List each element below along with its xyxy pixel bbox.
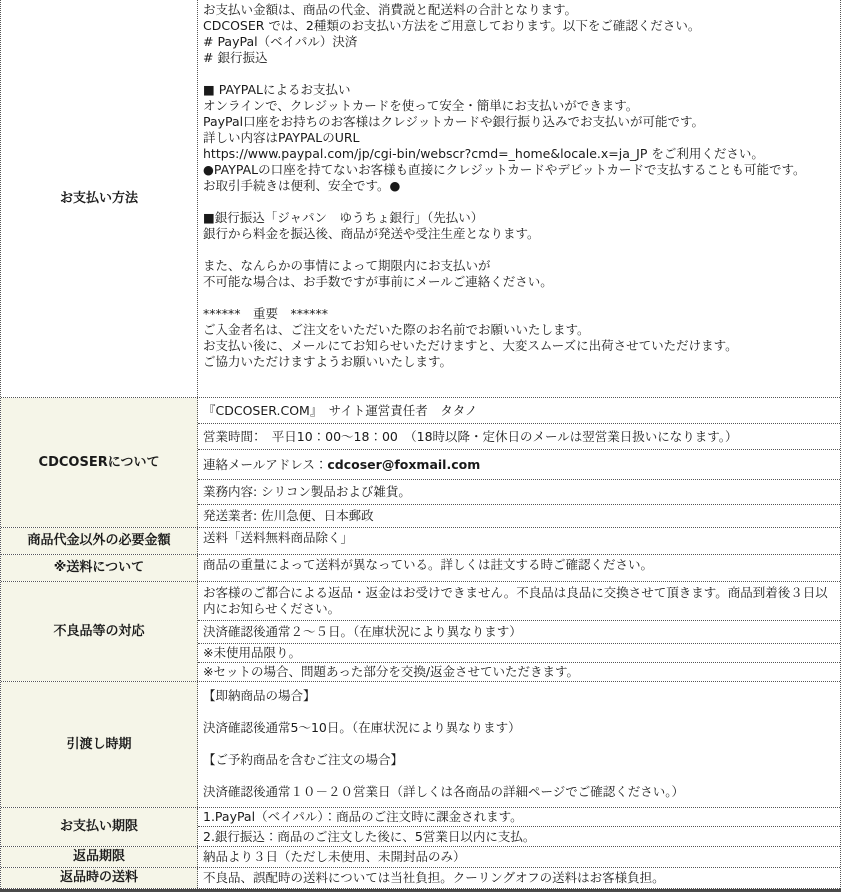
row-label-payment-deadline: お支払い期限 <box>1 808 198 846</box>
payment-method-content <box>198 0 840 397</box>
row-delivery-timing <box>1 682 840 808</box>
payment-line: CDCOSER では、2種類のお支払い方法をご用意しております。以下をご確認ください。 <box>203 18 701 33</box>
row-label-return-deadline: 返品期限 <box>1 847 198 867</box>
row-about-cdcoser <box>1 398 840 528</box>
payment-line: お支払い金額は、商品の代金、消費説と配送料の合計となります。 <box>203 2 578 17</box>
payment-line: # PayPal（ベイパル）決済 <box>203 34 358 49</box>
extra-fees-content: 送料「送料無料商品除く」 <box>203 530 354 545</box>
deadline-paypal-text: 1.PayPal（ベイパル）：商品のご注文時に課金されます。 <box>198 808 840 827</box>
delivery-line-blank <box>203 736 835 752</box>
return-shipping-content: 不良品、誤配時の送料については当社負担。クーリングオフの送料はお客様負担。 <box>203 870 665 885</box>
deadline-bank-text: 2.銀行振込：商品のご注文した後に、5営業日以内に支払。 <box>203 828 536 844</box>
delivery-timing-content <box>198 682 840 807</box>
row-defective-items <box>1 582 840 682</box>
site-operator-text: 『CDCOSER.COM』 サイト運営責任者 タタノ <box>198 398 840 424</box>
row-shipping-note <box>1 555 840 582</box>
contact-email-row <box>198 450 840 480</box>
defective-set-policy-text: ※セットの場合、問題あった部分を交換/返金させていただきます。 <box>203 664 580 679</box>
row-label-return-shipping: 返品時の送料 <box>1 868 198 888</box>
delivery-line: 【ご予約商品を含むご注文の場合】 <box>203 752 404 767</box>
payment-line: オンラインで、クレジットカードを使って安全・簡単にお支払いができます。 <box>203 98 639 113</box>
row-label-shipping-note: ※送料について <box>1 555 198 581</box>
delivery-line-blank <box>203 768 835 784</box>
row-return-deadline <box>1 847 840 868</box>
payment-line: 詳しい内容はPAYPALのURL <box>203 130 360 145</box>
row-label-payment-method: お支払い方法 <box>1 0 198 397</box>
delivery-line: 【即納商品の場合】 <box>203 688 316 703</box>
row-label-about-cdcoser: CDCOSERについて <box>1 398 198 527</box>
defective-processing-time-text: 決済確認後通常２～５日。（在庫状況により異なります） <box>198 621 840 644</box>
row-return-shipping <box>1 868 840 889</box>
defective-items-content <box>198 582 840 681</box>
payment-line: お支払い後に、メールにてお知らせいただけますと、大変スムーズに出荷させていただけます。 <box>203 338 738 353</box>
row-payment-method <box>1 0 840 398</box>
defective-unused-only-text: ※未使用品限り。 <box>198 644 840 663</box>
delivery-line: 決済確認後通常5～10日。（在庫状況により異なります） <box>203 720 521 735</box>
payment-line: お取引手続きは便利、安全です。● <box>203 178 401 193</box>
defective-policy-text: お客様のご都合による返品・返金はお受けできません。不良品は良品に交換させて頂きます。商品到着後３日以内にお知らせください。 <box>198 582 840 621</box>
payment-line: ご入金者名は、ご注文をいただいた際のお名前でお願いいたします。 <box>203 322 590 337</box>
payment-line-blank <box>203 242 835 258</box>
row-label-defective-items: 不良品等の対応 <box>1 582 198 681</box>
payment-deadline-content <box>198 808 840 846</box>
row-label-extra-fees: 商品代金以外の必要金額 <box>1 528 198 554</box>
payment-line: 銀行から料金を振込後、商品が発送や受注生産となります。 <box>203 226 540 241</box>
contact-email-address: cdcoser@foxmail.com <box>327 456 481 472</box>
payment-line: また、なんらかの事情によって期限内にお支払いが <box>203 258 491 273</box>
row-payment-deadline <box>1 808 840 847</box>
payment-line: ご協力いただけますようお願いいたします。 <box>203 354 453 369</box>
business-description-text: 業務内容: シリコン製品および雑貨。 <box>198 480 840 505</box>
payment-line: # 銀行振込 <box>203 50 268 65</box>
payment-line: 不可能な場合は、お手数ですが事前にメールご連絡ください。 <box>203 274 553 289</box>
payment-line-blank <box>203 194 835 210</box>
payment-line: ●PAYPALの口座を持てないお客様も直接にクレジットカードやデビットカードで支払することも可能です。 <box>203 162 806 177</box>
row-extra-fees <box>1 528 840 555</box>
row-label-delivery-timing: 引渡し時期 <box>1 682 198 807</box>
shipping-carriers-text: 発送業者: 佐川急便、日本郵政 <box>203 508 374 523</box>
paypal-url-text: https://www.paypal.com/jp/cgi-bin/webscr?cmd=_home&locale.x=ja_JP をご利用ください。 <box>203 146 764 161</box>
payment-line-blank <box>203 66 835 82</box>
payment-line-blank <box>203 290 835 306</box>
payment-line: ■銀行振込「ジャパン ゆうちょ銀行」（先払い） <box>203 210 484 225</box>
about-cdcoser-content <box>198 398 840 527</box>
payment-line: ■ PAYPALによるお支払い <box>203 82 351 97</box>
delivery-line-blank <box>203 704 835 720</box>
payment-line: PayPal口座をお持ちのお客様はクレジットカードや銀行振り込みでお支払いが可能です。 <box>203 114 704 129</box>
payment-line-important: ****** 重要 ****** <box>203 306 329 321</box>
shipping-note-content: 商品の重量によって送料が異なっている。詳しくは註文する時ご確認ください。 <box>203 557 654 572</box>
contact-email-label: 連絡メールアドレス： <box>203 456 328 472</box>
business-hours-text: 営業時間： 平日10：00～18：00 （18時以降・定休日のメールは翌営業日扱いになります。） <box>198 424 840 450</box>
return-deadline-content: 納品より３日（ただし未使用、未開封品のみ） <box>203 849 466 864</box>
delivery-line: 決済確認後通常１０－２０営業日（詳しくは各商品の詳細ページでご確認ください。） <box>203 784 685 799</box>
